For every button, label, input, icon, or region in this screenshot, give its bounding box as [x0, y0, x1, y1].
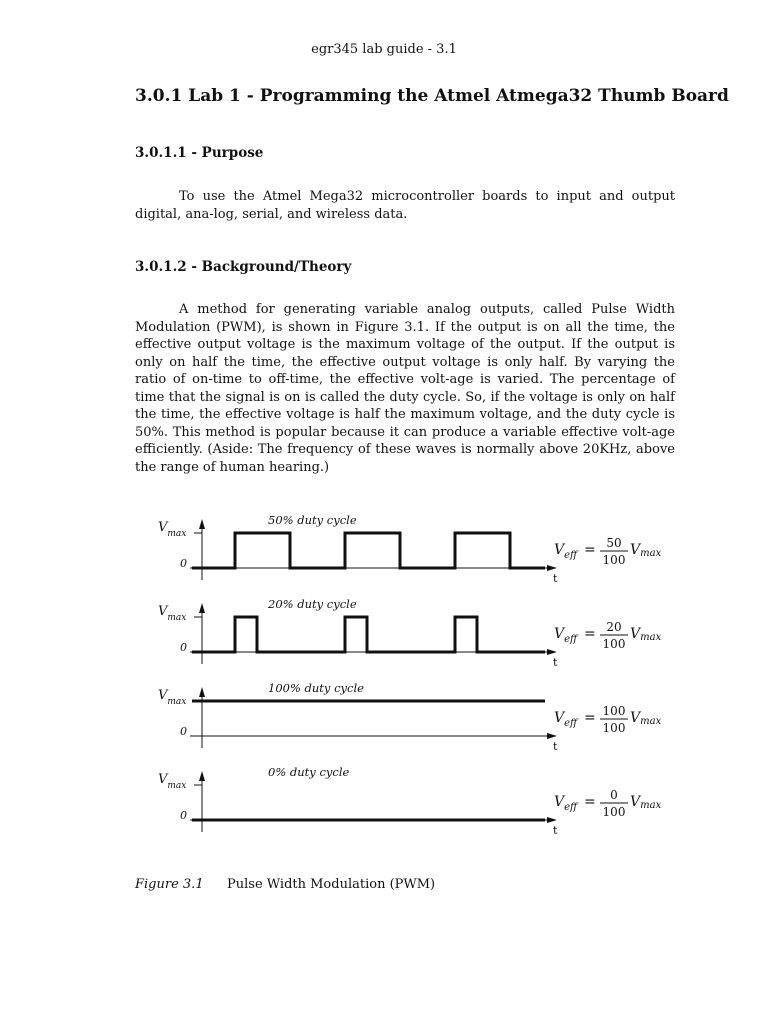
pwm-waveform	[192, 533, 545, 568]
running-header: egr345 lab guide - 3.1	[311, 42, 457, 57]
fraction-denominator: 100	[602, 721, 626, 735]
background-text: A method for generating variable analog outputs, called Pulse Width Modulation (PWM), is shown in Figure 3.1. If the output is on all the time, the effective output voltage is the maximum voltage of the output. If the output is only on half the time, the effective output voltage is only half. By varying the ratio of on-time to off-time, the effective volt-age is varied. The percentage of time that the signal is on is called the duty cycle. So, if the voltage is only on half the time, the effective voltage is half the maximum voltage, and the duty cycle is 50%. This method is popular because it can produce a variable effective volt-age efficiently. (Aside: The frequency of these waves is normally above 20KHz, above the range of human hearing.)	[135, 302, 675, 475]
veff-label: $V_{eff}$	[554, 626, 578, 645]
x-axis-arrow	[547, 817, 557, 823]
purpose-heading: 3.0.1.1 - Purpose	[135, 145, 264, 161]
vmax-label: $V_{max}$	[158, 604, 187, 623]
fraction-denominator: 100	[602, 553, 626, 567]
vmax-term: Vmax	[630, 794, 662, 811]
t-label: t	[553, 656, 558, 669]
zero-label: 0	[180, 725, 187, 738]
figure-caption-text: Pulse Width Modulation (PWM)	[227, 877, 436, 892]
zero-label: 0	[180, 641, 187, 654]
section-title: 3.0.1 Lab 1 - Programming the Atmel Atmega32 Thumb Board	[135, 86, 729, 106]
background-heading: 3.0.1.2 - Background/Theory	[135, 259, 352, 275]
purpose-text: To use the Atmel Mega32 microcontroller boards to input and output digital, ana-log, serial, and wireless data.	[135, 189, 675, 222]
duty-cycle-label: 100% duty cycle	[268, 681, 364, 695]
fraction-numerator: 20	[606, 620, 622, 634]
y-axis-arrow	[199, 519, 205, 529]
veff-label: $V_{eff}$	[554, 542, 578, 561]
figure-caption	[135, 877, 435, 892]
equals-sign: =	[584, 710, 596, 726]
equals-sign: =	[584, 794, 596, 810]
fraction-denominator: 100	[602, 805, 626, 819]
zero-label: 0	[180, 557, 187, 570]
fraction-numerator: 100	[602, 704, 626, 718]
fraction-numerator: 50	[606, 536, 622, 550]
duty-cycle-label: 50% duty cycle	[268, 513, 357, 527]
x-axis-arrow	[547, 733, 557, 739]
x-axis-arrow	[547, 649, 557, 655]
y-axis-arrow	[199, 687, 205, 697]
equals-sign: =	[584, 542, 596, 558]
zero-label: 0	[180, 809, 187, 822]
fraction-denominator: 100	[602, 637, 626, 651]
vmax-term: Vmax	[630, 626, 662, 643]
duty-cycle-label: 20% duty cycle	[268, 597, 357, 611]
pwm-waveform	[192, 617, 545, 652]
vmax-term: Vmax	[630, 710, 662, 727]
t-label: t	[553, 824, 558, 837]
t-label: t	[553, 572, 558, 585]
x-axis-arrow	[547, 565, 557, 571]
t-label: t	[553, 740, 558, 753]
y-axis-arrow	[199, 771, 205, 781]
background-paragraph	[135, 301, 675, 476]
vmax-term: Vmax	[630, 542, 662, 559]
veff-label: $V_{eff}$	[554, 794, 578, 813]
equals-sign: =	[584, 626, 596, 642]
veff-label: $V_{eff}$	[554, 710, 578, 729]
vmax-label: $V_{max}$	[158, 772, 187, 791]
duty-cycle-label: 0% duty cycle	[268, 765, 350, 779]
figure-number: Figure 3.1	[135, 877, 204, 892]
vmax-label: $V_{max}$	[158, 688, 187, 707]
y-axis-arrow	[199, 603, 205, 613]
purpose-paragraph	[135, 188, 675, 223]
pwm-figure	[150, 505, 690, 850]
vmax-label: $V_{max}$	[158, 520, 187, 539]
fraction-numerator: 0	[610, 788, 618, 802]
